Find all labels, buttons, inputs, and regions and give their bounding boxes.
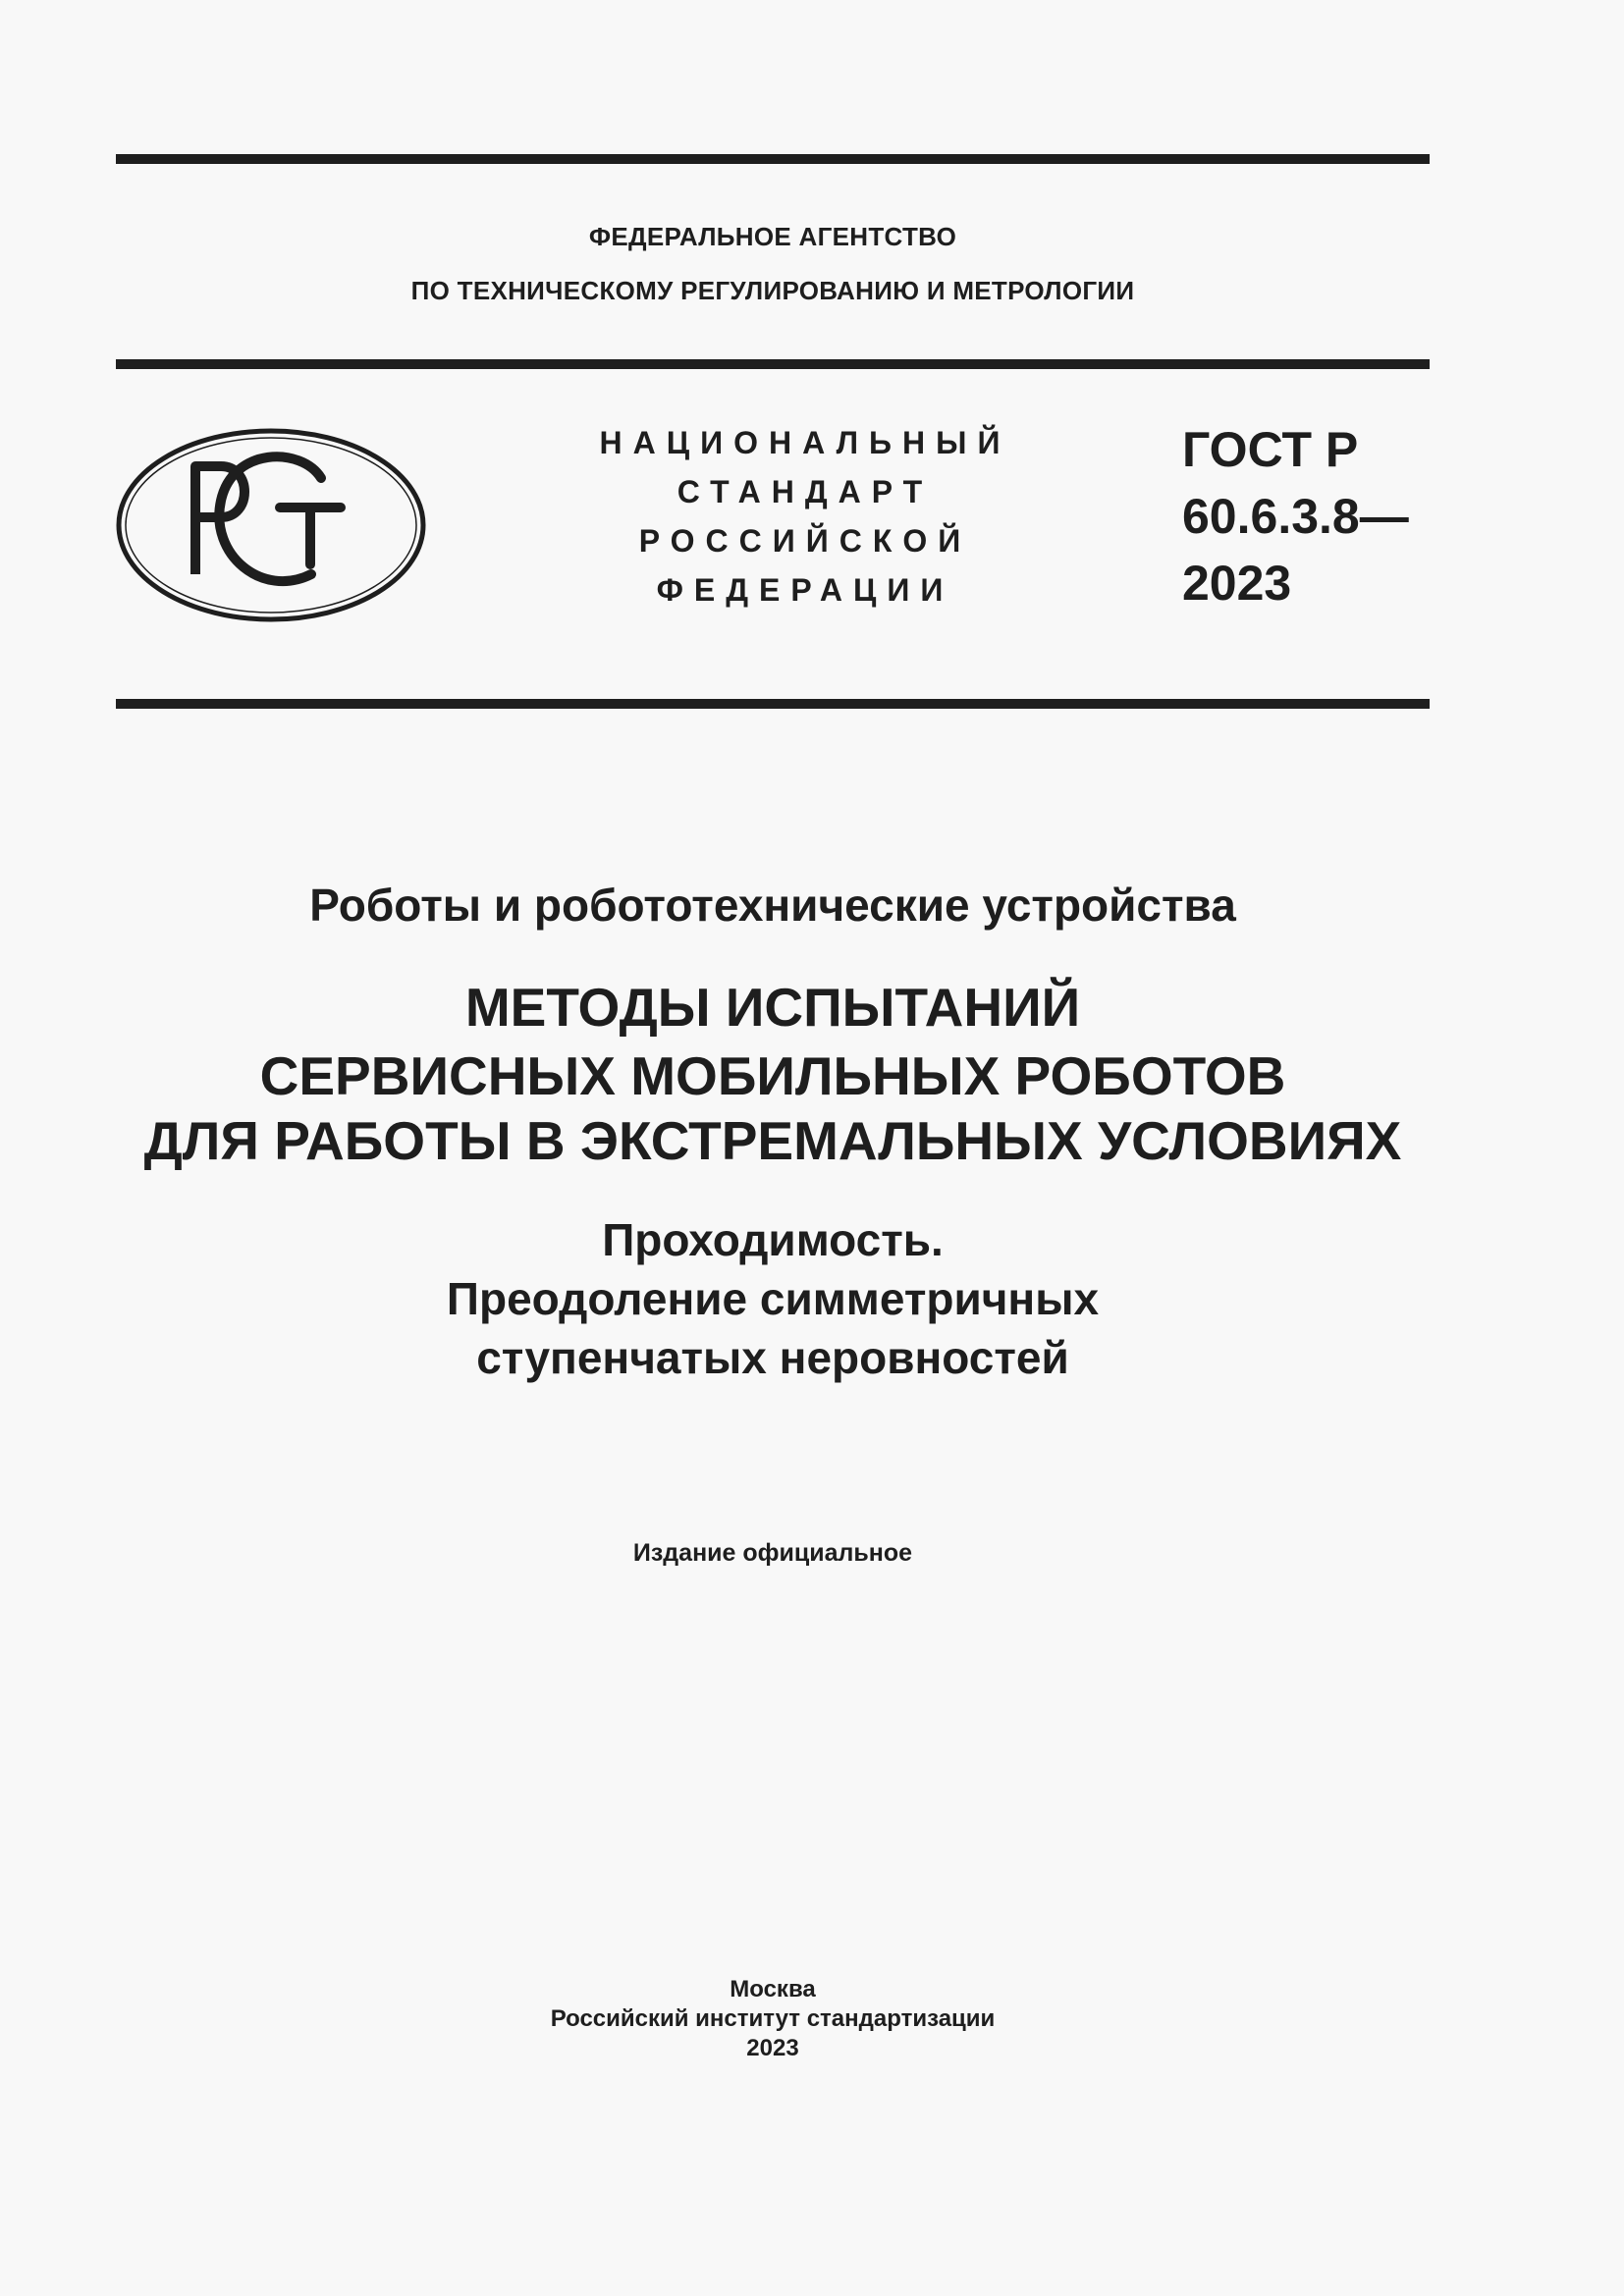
header-rule bbox=[116, 359, 1430, 369]
standard-designation-line-2: 60.6.3.8— bbox=[1182, 489, 1409, 544]
main-title-line-1: МЕТОДЫ ИСПЫТАНИЙ bbox=[464, 977, 1081, 1038]
subtitle-line-1: Проходимость. bbox=[602, 1214, 944, 1265]
standard-designation-line-3: 2023 bbox=[1182, 556, 1292, 611]
standard-designation-line-1: ГОСТ Р bbox=[1182, 422, 1359, 477]
national-standard-line-1: НАЦИОНАЛЬНЫЙ bbox=[599, 425, 1011, 460]
national-standard-line-4: ФЕДЕРАЦИИ bbox=[656, 572, 954, 608]
agency-line-2: ПО ТЕХНИЧЕСКОМУ РЕГУЛИРОВАНИЮ И МЕТРОЛОГИИ bbox=[410, 276, 1135, 305]
agency-line-1: ФЕДЕРАЛЬНОЕ АГЕНТСТВО bbox=[588, 222, 957, 251]
imprint-city: Москва bbox=[730, 1976, 816, 2002]
subtitle-line-2: Преодоление симметричных bbox=[446, 1273, 1100, 1324]
series-title: Роботы и робототехнические устройства bbox=[309, 880, 1236, 931]
imprint-year: 2023 bbox=[746, 2035, 799, 2061]
rst-certification-mark-icon bbox=[115, 427, 427, 623]
main-title-line-2: СЕРВИСНЫХ МОБИЛЬНЫХ РОБОТОВ bbox=[259, 1045, 1286, 1106]
national-standard-line-2: СТАНДАРТ bbox=[677, 474, 934, 509]
subtitle-line-3: ступенчатых неровностей bbox=[476, 1332, 1069, 1383]
top-rule bbox=[116, 154, 1430, 164]
main-title-line-3: ДЛЯ РАБОТЫ В ЭКСТРЕМАЛЬНЫХ УСЛОВИЯХ bbox=[143, 1110, 1402, 1171]
imprint-publisher: Российский институт стандартизации bbox=[550, 2005, 996, 2032]
national-standard-line-3: РОССИЙСКОЙ bbox=[638, 523, 972, 559]
edition-label: Издание официальное bbox=[632, 1539, 913, 1567]
designation-rule bbox=[116, 699, 1430, 709]
